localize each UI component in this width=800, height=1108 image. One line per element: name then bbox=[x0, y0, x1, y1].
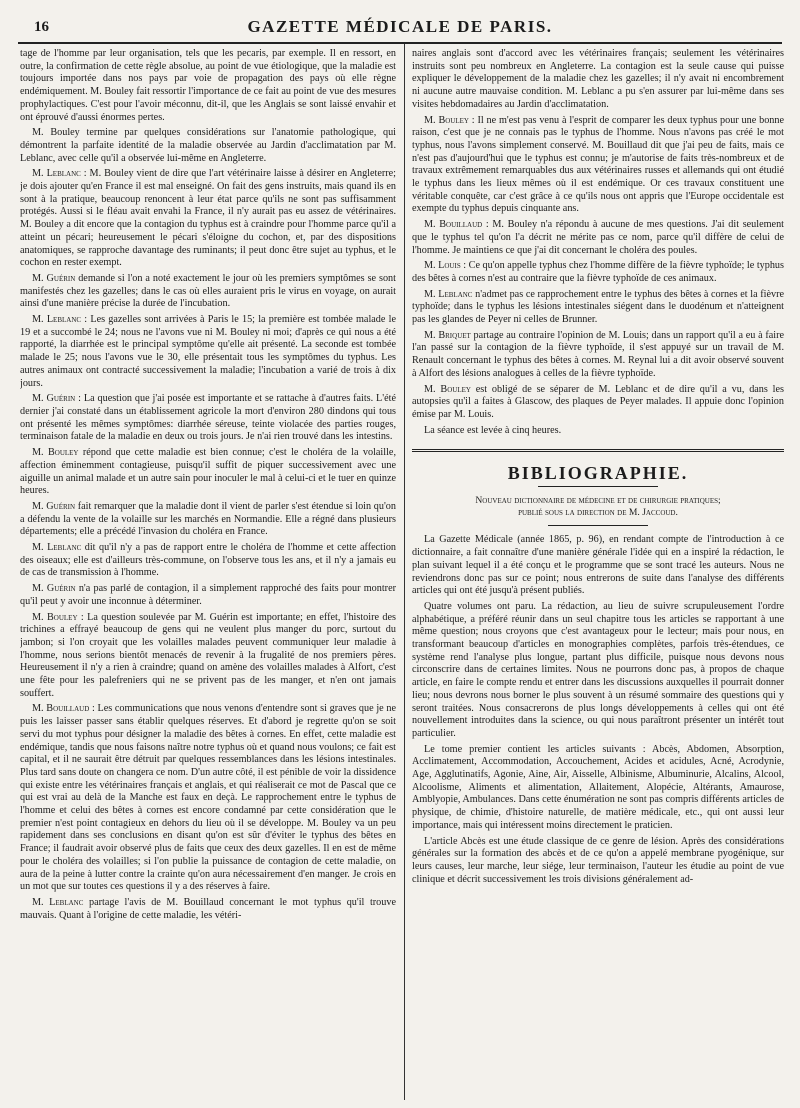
paragraph bbox=[412, 48, 784, 112]
paragraph bbox=[20, 897, 396, 922]
paragraph-text: M. Bouley termine par quelques considérations sur l'anatomie pathologique, qui démontrent la parfaite identité de la maladie observée au Jardin d'acclimatation par M. Leblanc, avec celle qu'il a observée lui-même en Angleterre. bbox=[20, 127, 396, 164]
right-column bbox=[412, 48, 784, 1103]
paragraph-text: demande si l'on a noté exactement le jour où les premiers symptômes se sont manifestés chez les gazelles; dans le cas où elles auraient pris le virus en voyage, on aurait ainsi d'une manière précise la durée de l'incubation. bbox=[20, 272, 396, 310]
paragraph bbox=[20, 501, 396, 539]
paragraph-text: est obligé de se séparer de M. Leblanc et de dire qu'il a vu, dans les autopsies qu'il a faites à Glascow, des plaques de Peyer malades. Il appuie donc l'opinion émise par M. Louis. bbox=[412, 383, 784, 420]
paragraph-text: fait remarquer que la maladie dont il vient de parler s'est étendue si loin qu'on a défendu la vente de la volaille sur les marchés en Normandie. Elle a régné dans plusieurs départements; elle a précédé l'invasion du choléra en France. bbox=[20, 500, 396, 538]
speaker-name: M. Leblanc bbox=[32, 542, 82, 554]
paragraph bbox=[412, 601, 784, 741]
speaker-name: M. Bouley bbox=[424, 383, 471, 395]
paragraph-text: partage au contraire l'opinion de M. Louis; dans un rapport qu'il a eu à faire l'an passé sur la contagion de la fièvre typhoïde, il s'est appuyé sur un travail de M. Renault concernant le typhus des bêtes à cornes. M. Reynal lui a dit avoir observé souvent à Alfort des lésions analogues à celles de la fièvre typhoïde. bbox=[412, 329, 784, 379]
speaker-name: M. Guérin bbox=[32, 393, 76, 405]
section-title: BIBLIOGRAPHIE. bbox=[507, 463, 689, 484]
speaker-name: M. Bouley bbox=[32, 447, 79, 459]
page-number: 16 bbox=[34, 19, 49, 35]
paragraph bbox=[20, 447, 396, 498]
paragraph bbox=[412, 744, 784, 833]
paragraph-text: : La question soulevée par M. Guérin est importante; en effet, l'histoire des trichines a effrayé beaucoup de gens qui ne veulent plus manger du porc, surtout du jambon; si l'on croyait que les volailles malades peuvent communiquer leur maladie à l'homme, nous serions bientôt menacés de revenir à la frugalité de nos premiers pères. Heureusement il n'y a rien à craindre; quand on amène des volailles malades à Alfort, c'est une fête pour les palefreniers qui ne se privent pas de les manger, et n'en ont jamais souffert. bbox=[20, 611, 396, 699]
paragraph bbox=[20, 168, 396, 270]
paragraph-text: n'a pas parlé de contagion, il a simplement rapproché des faits pour montrer qu'il peut y avoir une inconnue à déterminer. bbox=[20, 583, 396, 607]
speaker-name: M. Leblanc bbox=[32, 168, 81, 180]
book-heading bbox=[412, 495, 784, 519]
paragraph bbox=[412, 219, 784, 257]
paragraph bbox=[20, 314, 396, 390]
speaker-name: M. Bouillaud bbox=[424, 219, 483, 231]
paragraph-text: L'article Abcès est une étude classique de ce genre de lésion. Après des considérations générales sur la formation des abcès et de ce qu'on a appelé membrane pyogénique, sur leurs causes, leur marche, leur siége, leur terminaison, l'auteur les étudie au point de vue clinique et décrit successivement les trois divisions généralement ad- bbox=[412, 835, 784, 885]
paragraph bbox=[20, 583, 396, 608]
speaker-name: M. Briquet bbox=[424, 329, 471, 341]
paragraph-text: naires anglais sont d'accord avec les vétérinaires français; seulement les vétérinaires instruits sont peu nombreux en Angleterre. La contagion est la seule cause qui puisse expliquer le développement de la maladie chez les gazelles; il n'y avait ni encombrement ni aucune autre mauvaise condition. M. Leblanc a pu s'en assurer par lui-même dans ses visites hebdomadaires au Jardin d'acclimatation. bbox=[412, 48, 784, 110]
paragraph bbox=[20, 127, 396, 165]
paragraph-text: partage l'avis de M. Bouillaud concernant le mot typhus qu'il trouve mauvais. Quant à l'origine de cette maladie, les vétéri- bbox=[20, 897, 396, 921]
paragraph bbox=[412, 330, 784, 381]
paragraph-text: : Les communications que nous venons d'entendre sont si graves que je ne puis les laisser passer sans établir quelques réserves. Et d'abord je regrette qu'on se soit servi du mot typhus pour désigner la maladie des bêtes à cornes. En effet, cette maladie est endémique, tandis que nous faisons naître notre typhus où et quand nous voulons; ce fait est capital, et il ne saurait être détruit par quelques ressemblances dans les lésions intestinales. Plus tard sans doute on changera ce nom. D'un autre côté, il est pénible de voir la dissidence qui existe entre les vétérinaires français et anglais, et qui réaliserait ce mot de Pascal que ce qui est vrai au delà de la Manche est faux en deçà. Le rapprochement entre le typhus de l'homme et celui des bêtes à cornes est encore condamné par cette considération que le premier n'est point contagieux en dehors du lieu où il se développe. M. Bouley va un peu rapidement dans ses conclusions en disant qu'on est sûr d'éviter le typhus des bêtes en France; il faudrait avoir observé plus de faits que ceux des deux gazelles. Il en est de même pour le choléra des volailles; si l'on publie la puissance de contagion de cette maladie, on aura de la peine à lutter contre la crainte qu'on aura nécessairement d'en manger. Je crois en un mot que sur toutes ces questions il y a des réserves à faire. bbox=[20, 703, 396, 893]
paragraph bbox=[412, 115, 784, 217]
paragraph bbox=[20, 703, 396, 894]
session-closing: La séance est levée à cinq heures. bbox=[424, 424, 562, 436]
speaker-name: M. Guérin bbox=[32, 272, 76, 284]
section-rule bbox=[412, 449, 784, 452]
journal-title: GAZETTE MÉDICALE DE PARIS. bbox=[247, 17, 553, 36]
paragraph-text: tage de l'homme par leur organisation, tels que les pecaris, par exemple. Il en ressort, en outre, la confirmation de cette règle absolue, au point de vue étiologique, que la maladie est toujours importée dans nos pays par voie de propagation des pays où elle règne endémiquement. M. Bouley fait ressortir l'importance de ce fait au point de vue des mesures prophylactiques. C'est pour l'avoir méconnu, dit-il, que les Anglais se sont laissé envahir et ont éprouvé d'aussi énormes pertes. bbox=[20, 48, 396, 123]
bibliography-text bbox=[412, 534, 784, 886]
paragraph bbox=[20, 542, 396, 580]
small-rule bbox=[548, 525, 648, 526]
paragraph bbox=[412, 836, 784, 887]
book-editor: publié sous la direction de M. Jaccoud. bbox=[518, 507, 678, 519]
paragraph bbox=[20, 273, 396, 311]
paragraph-text: : La question que j'ai posée est importante et se rattache à d'autres faits. L'été dernier j'ai constaté dans un établissement agricole la mort d'environ 280 dindons qui tous ont présenté les mêmes symptômes: diarrhée séreuse, teinte violacée des parties rouges, terminaison fatale de la maladie en deux ou trois jours. Je n'ai rien trouvé dans les intestins. bbox=[20, 393, 396, 443]
book-title: Nouveau dictionnaire de médecine et de chirurgie pratiques; bbox=[475, 495, 721, 507]
paragraph bbox=[412, 289, 784, 327]
column-divider bbox=[404, 44, 405, 1100]
paragraph-text: dit qu'il n'y a pas de rapport entre le choléra de l'homme et cette affection des oiseaux; elle est d'ailleurs très-commune, on l'observe tous les ans, et il n'y a jamais eu de cas de transmission à l'homme. bbox=[20, 542, 396, 579]
paragraph-text: : M. Bouley vient de dire que l'art vétérinaire laisse à désirer en Angleterre; je dois ajouter qu'en France il est mal enseigné. On fait des gens instruits, mais quand ils en sont à la pratique, beaucoup renoncent à leur état parce qu'ils ne sont pas suffisamment protégés. Aussi si le fléau avait envahi la France, il n'y aurait pas eu assez de vétérinaires. M. Bouley a dit encore que la contagion du typhus est à craindre pour l'homme parce qu'il a atteint un pécari; heureusement le pécari s'éloigne du cochon, et, par des dispositions anatomiques, se rapproche davantage des ruminants; il peut donc être sujet au typhus, et le cochon en rester exempt. bbox=[20, 168, 396, 269]
speaker-name: M. Bouley bbox=[424, 114, 469, 126]
paragraph-text: La Gazette Médicale (année 1865, p. 96), en rendant compte de l'introduction à ce dictionnaire, a fait connaître d'une manière générale l'idée qui en a inspiré la rédaction, le plan suivant lequel il a été conçu et le programme que se sont tracé les auteurs. Nous ne reviendrons donc pas sur ce point; nous entrerons de suite dans l'analyse des différents articles qui ont été jusqu'à présent publiés. bbox=[412, 534, 784, 597]
paragraph-text: : Les gazelles sont arrivées à Paris le 15; la première est tombée malade le 19 et a succombé le 24; nous ne l'avons vue ni M. Bouley ni moi; d'après ce qui nous a été rapporté, la diarrhée est le principal symptôme qu'elle ait présenté. La seconde est tombée malade le 25; nous l'avons vue le 30, elle présentait tous les symptômes du typhus. Les autres animaux ont contracté successivement la maladie; l'incubation a varié de trois à dix jours. bbox=[20, 314, 396, 389]
paragraph-text: n'admet pas ce rapprochement entre le typhus des bêtes à cornes et la fièvre typhoïde; dans le typhus les lésions intestinales siégent dans le duodénum et n'atteignent pas les glandes de Peyer ni celles de Brunner. bbox=[412, 288, 784, 326]
speaker-name: M. Leblanc bbox=[424, 288, 473, 300]
paragraph-text: : Il ne m'est pas venu à l'esprit de comparer les deux typhus pour une bonne raison, c'est que je ne connais pas le typhus de l'homme. Nous n'avons pas créé le mot typhus, nous l'avons simplement conservé. M. Bouillaud dit que j'ai peu de faits, mais ce n'est pas d'aujourd'hui que le typhus est connu; je m'autorise de faits très-nombreux et de travaux extrêmement remarquables dus aux vétérinaires russes et allemands qui ont étudié le typhus dans les lieux mêmes où il est endémique. Or ces travaux constituent une véritable conquête, car c'est grâce à ce qu'ils nous ont appris que l'Europe occidentale est exempte du typhus depuis cinquante ans. bbox=[412, 114, 784, 215]
paragraph bbox=[20, 612, 396, 701]
title-underline bbox=[538, 486, 658, 487]
speaker-name: M. Bouillaud bbox=[32, 703, 90, 715]
paragraph-text: Le tome premier contient les articles suivants : Abcès, Abdomen, Absorption, Acclimatement, Accommodation, Accouchement, Acides et acidules, Acné, Acrodynie, Age, Agglutinatifs, Agonie, Aine, Air, Aisselle, Albinisme, Albuminurie, Alcalins, Alcool, Alcoolisme, Aliments et alimentation, Allaitement, Alopécie, Altérants, Amaurose, Amblyopie, Ambulances. Dans cette énumération ne sont pas compris différents articles de physique, de chimie, d'histoire naturelle, de matière médicale, etc., qui ont aussi leur importance, mais qui intéressent moins directement le praticien. bbox=[412, 743, 784, 831]
speaker-name: M. Leblanc bbox=[32, 314, 82, 326]
paragraph-text: répond que cette maladie est bien connue; c'est le choléra de la volaille, affection éminemment contagieuse, puisqu'il suffit de piquer successivement avec une aiguille un animal malade et un autre sain pour inoculer le mal à celui-ci et le tuer en quinze heures. bbox=[20, 447, 396, 497]
speaker-name: M. Leblanc bbox=[32, 897, 84, 908]
page-header bbox=[18, 14, 782, 44]
speaker-name: M. Bouley bbox=[32, 611, 78, 623]
paragraph-text: : M. Bouley n'a répondu à aucune de mes questions. J'ai dit seulement que le typhus tel qu'on l'a décrit ne mérite pas ce nom, parce qu'il diffère de celui de l'homme. Je maintiens ce que j'ai dit concernant le choléra des poules. bbox=[412, 219, 784, 256]
paragraph-text: Quatre volumes ont paru. La rédaction, au lieu de suivre scrupuleusement l'ordre alphabétique, a préféré réunir dans un seul chapitre tous les articles se rapportant à une même question; nous croyons que c'est avantageux pour le lecteur; mais pour nous, en transformant beaucoup d'articles en monographies complètes, parfois très-étendues, ce système rend l'analyse plus longue, partant plus difficile, puisque nous devons nous circonscrire dans de certaines limites. Nous ne pourrons donc pas, à propos de chaque article, en faire le compte rendu et entrer dans les discussions auxquelles il pourrait donner lieu; nous devrons nous borner le plus souvent à un résumé sommaire des questions qui y seront traitées. Nous consacrerons de plus longs développements à celles qui ont été nouvellement introduites dans la science, ou qui nous paraîtront présenter un intérêt tout particulier. bbox=[412, 600, 784, 739]
speaker-name: M. Guérin bbox=[32, 500, 76, 512]
minutes-continued bbox=[412, 48, 784, 422]
paragraph-text: : Ce qu'on appelle typhus chez l'homme diffère de la fièvre typhoïde; le typhus des bêtes à cornes n'est au contraire que la fièvre typhoïde de ces animaux. bbox=[412, 260, 784, 284]
left-column bbox=[20, 48, 396, 1103]
paragraph bbox=[412, 534, 784, 598]
paragraph bbox=[20, 393, 396, 444]
paragraph bbox=[412, 384, 784, 422]
paragraph bbox=[412, 260, 784, 285]
speaker-name: M. Guérin bbox=[32, 583, 76, 595]
speaker-name: M. Louis bbox=[424, 260, 461, 272]
paragraph bbox=[20, 48, 396, 124]
